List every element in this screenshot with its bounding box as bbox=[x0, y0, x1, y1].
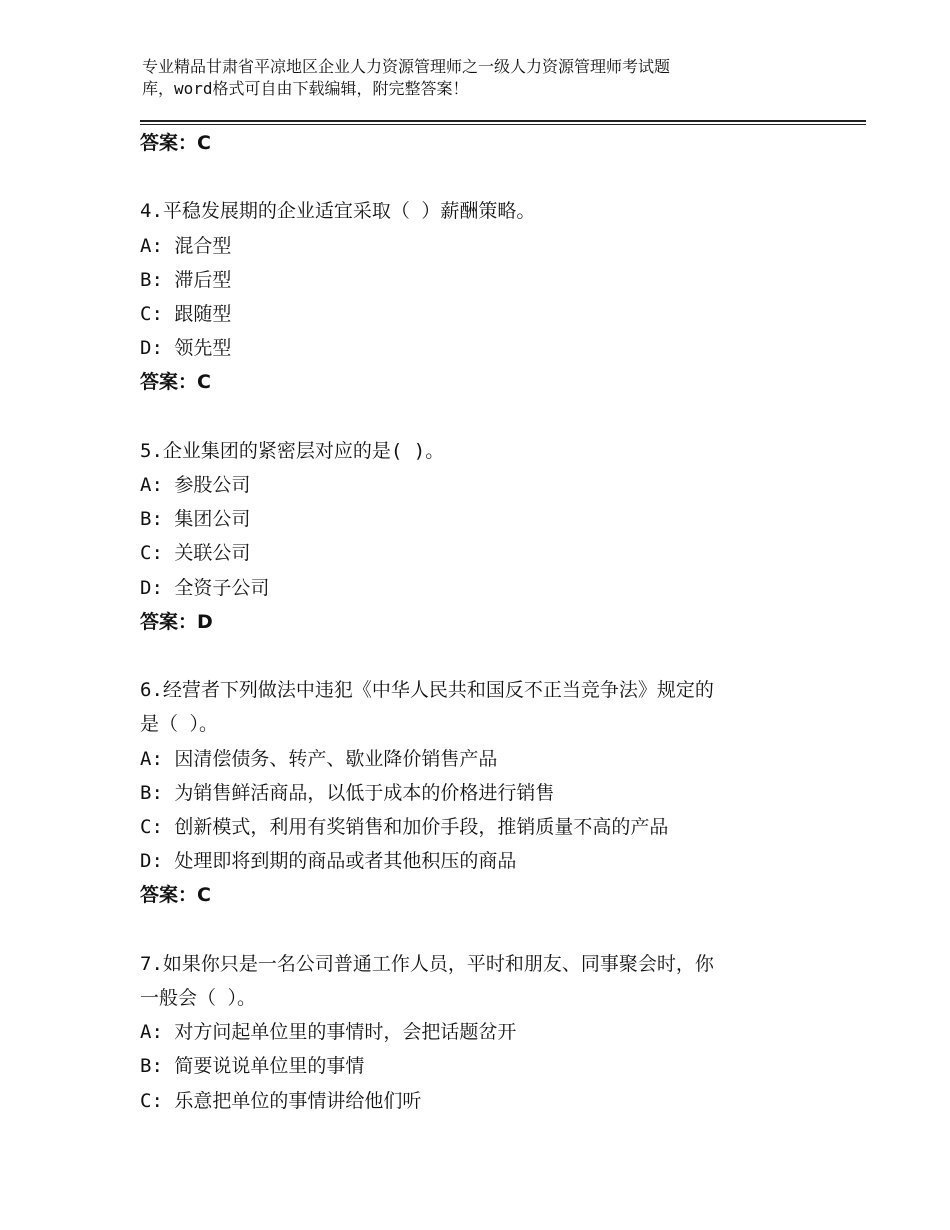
spacer bbox=[140, 913, 860, 947]
option-c: C: 创新模式，利用有奖销售和加价手段，推销质量不高的产品 bbox=[140, 816, 669, 839]
question-stem: 6.经营者下列做法中违犯《中华人民共和国反不正当竞争法》规定的 bbox=[140, 679, 714, 702]
option-a: A: 参股公司 bbox=[140, 474, 251, 496]
question-stem: 7.如果你只是一名公司普通工作人员，平时和朋友、同事聚会时，你 bbox=[140, 952, 714, 975]
spacer bbox=[140, 400, 860, 434]
question-stem-continued: 一般会（ ）。 bbox=[140, 987, 256, 1010]
option-d: D: 处理即将到期的商品或者其他积压的商品 bbox=[140, 850, 517, 873]
option-b: B: 滞后型 bbox=[140, 268, 232, 291]
question-block-7 bbox=[140, 947, 860, 1118]
answer-label: 答案：C bbox=[140, 371, 211, 394]
option-a: A: 对方问起单位里的事情时，会把话题岔开 bbox=[140, 1021, 517, 1044]
spacer bbox=[140, 639, 860, 673]
option-d: D: 领先型 bbox=[140, 337, 232, 360]
option-c: C: 关联公司 bbox=[140, 542, 251, 565]
option-a: A: 因清偿债务、转产、歇业降价销售产品 bbox=[140, 747, 498, 770]
question-block-6 bbox=[140, 673, 860, 912]
option-b: B: 简要说说单位里的事情 bbox=[140, 1055, 365, 1078]
option-c: C: 乐意把单位的事情讲给他们听 bbox=[140, 1089, 422, 1112]
question-stem: 5.企业集团的紧密层对应的是( )。 bbox=[140, 439, 445, 462]
previous-answer: 答案：C bbox=[140, 132, 211, 154]
question-block-4 bbox=[140, 194, 860, 399]
option-a: A: 混合型 bbox=[140, 234, 232, 257]
answer-label: 答案：D bbox=[140, 610, 213, 633]
spacer bbox=[140, 160, 860, 194]
header-line-2: 库，word格式可自由下载编辑，附完整答案！ bbox=[142, 79, 469, 98]
question-stem: 4.平稳发展期的企业适宜采取（ ）薪酬策略。 bbox=[140, 200, 536, 223]
question-stem-continued: 是（ ）。 bbox=[140, 713, 218, 736]
answer-label: 答案：C bbox=[140, 884, 211, 907]
header-divider bbox=[140, 120, 866, 125]
header-line-1: 专业精品甘肃省平凉地区企业人力资源管理师之一级人力资源管理师考试题 bbox=[142, 57, 671, 76]
option-b: B: 为销售鲜活商品，以低于成本的价格进行销售 bbox=[140, 781, 555, 804]
question-block-5 bbox=[140, 434, 860, 639]
option-b: B: 集团公司 bbox=[140, 508, 251, 531]
document-header bbox=[142, 56, 822, 100]
option-c: C: 跟随型 bbox=[140, 303, 232, 325]
question-content bbox=[140, 126, 860, 1118]
option-d: D: 全资子公司 bbox=[140, 576, 270, 599]
